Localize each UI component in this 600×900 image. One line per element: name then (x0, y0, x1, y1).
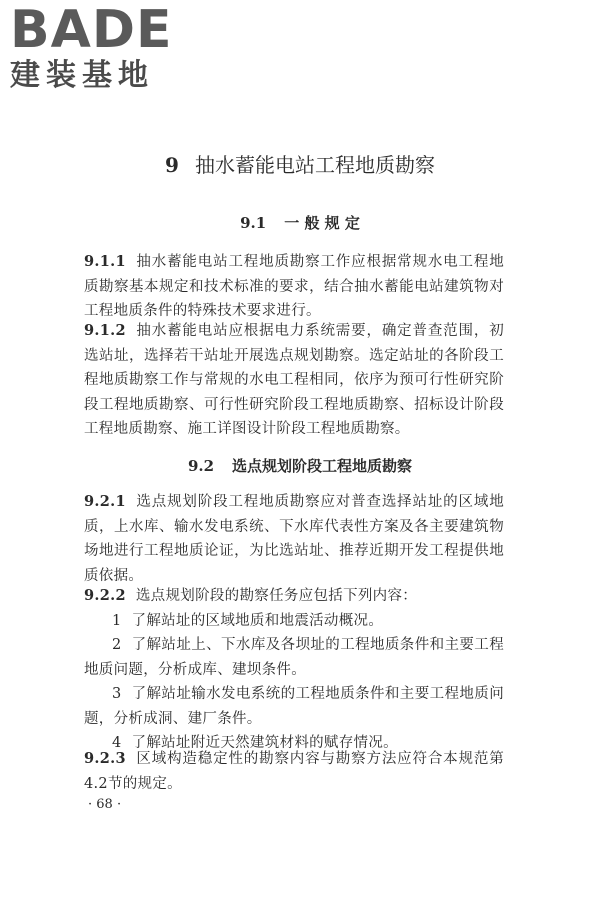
section-heading-9-1 (0, 212, 600, 234)
clause-text: 抽水蓄能电站工程地质勘察工作应根据常规水电工程地质勘察基本规定和技术标准的要求，结合抽水蓄能电站建筑物对工程地质条件的特殊技术要求进行。 (84, 254, 504, 319)
clause-9-2-3 (84, 747, 504, 796)
page-number: · 68 · (88, 797, 122, 812)
clause-text: 选点规划阶段的勘察任务应包括下列内容： (135, 588, 418, 604)
clause-number: 9.1.2 (84, 322, 126, 339)
chapter-title-text: 抽水蓄能电站工程地质勘察 (194, 153, 435, 177)
bade-logo (10, 0, 180, 94)
item-text: 了解站址输水发电系统的工程地质条件和主要工程地质问题，分析成洞、建厂条件。 (84, 686, 504, 727)
clause-number: 9.2.3 (84, 750, 126, 767)
list-item (84, 633, 504, 682)
clause-number: 9.2.1 (84, 493, 126, 510)
logo-latin-text: BADE (10, 0, 173, 60)
clause-9-2-2 (84, 584, 504, 756)
clause-text: 区域构造稳定性的勘察内容与勘察方法应符合本规范第4.2节的规定。 (84, 751, 504, 792)
section-title-text: 一 般 规 定 (284, 214, 360, 232)
clause-9-2-1 (84, 490, 504, 588)
section-number: 9.1 (240, 214, 267, 232)
clause-9-1-2 (84, 319, 504, 442)
clause-number: 9.2.2 (84, 587, 126, 604)
list-item (84, 682, 504, 731)
item-number: 1 (112, 612, 122, 629)
item-number: 4 (112, 735, 122, 751)
item-text: 了解站址的区域地质和地震活动概况。 (131, 612, 384, 629)
item-number: 2 (112, 637, 122, 653)
clause-number: 9.1.1 (84, 253, 126, 270)
clause-text: 抽水蓄能电站应根据电力系统需要，确定普查范围，初选站址，选择若干站址开展选点规划勘察。选定站址的各阶段工程地质勘察工作与常规的水电工程相同，依序为预可行性研究阶段工程地质勘察、可行性研究阶段工程地质勘察、招标设计阶段工程地质勘察、施工详图设计阶段工程地质勘察。 (84, 323, 504, 437)
section-number: 9.2 (187, 457, 215, 475)
list-item (84, 609, 504, 634)
section-title-text: 选点规划阶段工程地质勘察 (232, 457, 413, 475)
logo-cjk-text: 建装基地 (10, 58, 154, 93)
clause-9-1-1 (84, 250, 504, 324)
chapter-number: 9 (165, 153, 179, 177)
item-text: 了解站址上、下水库及各坝址的工程地质条件和主要工程地质问题，分析成库、建坝条件。 (84, 637, 504, 678)
item-text: 了解站址附近天然建筑材料的赋存情况。 (131, 735, 398, 751)
item-number: 3 (112, 686, 122, 702)
chapter-title (0, 150, 600, 180)
section-heading-9-2 (0, 455, 600, 477)
clause-text: 选点规划阶段工程地质勘察应对普查选择站址的区域地质，上水库、输水发电系统、下水库代表性方案及各主要建筑物场地进行工程地质论证，为比选站址、推荐近期开发工程提供地质依据。 (84, 494, 504, 584)
